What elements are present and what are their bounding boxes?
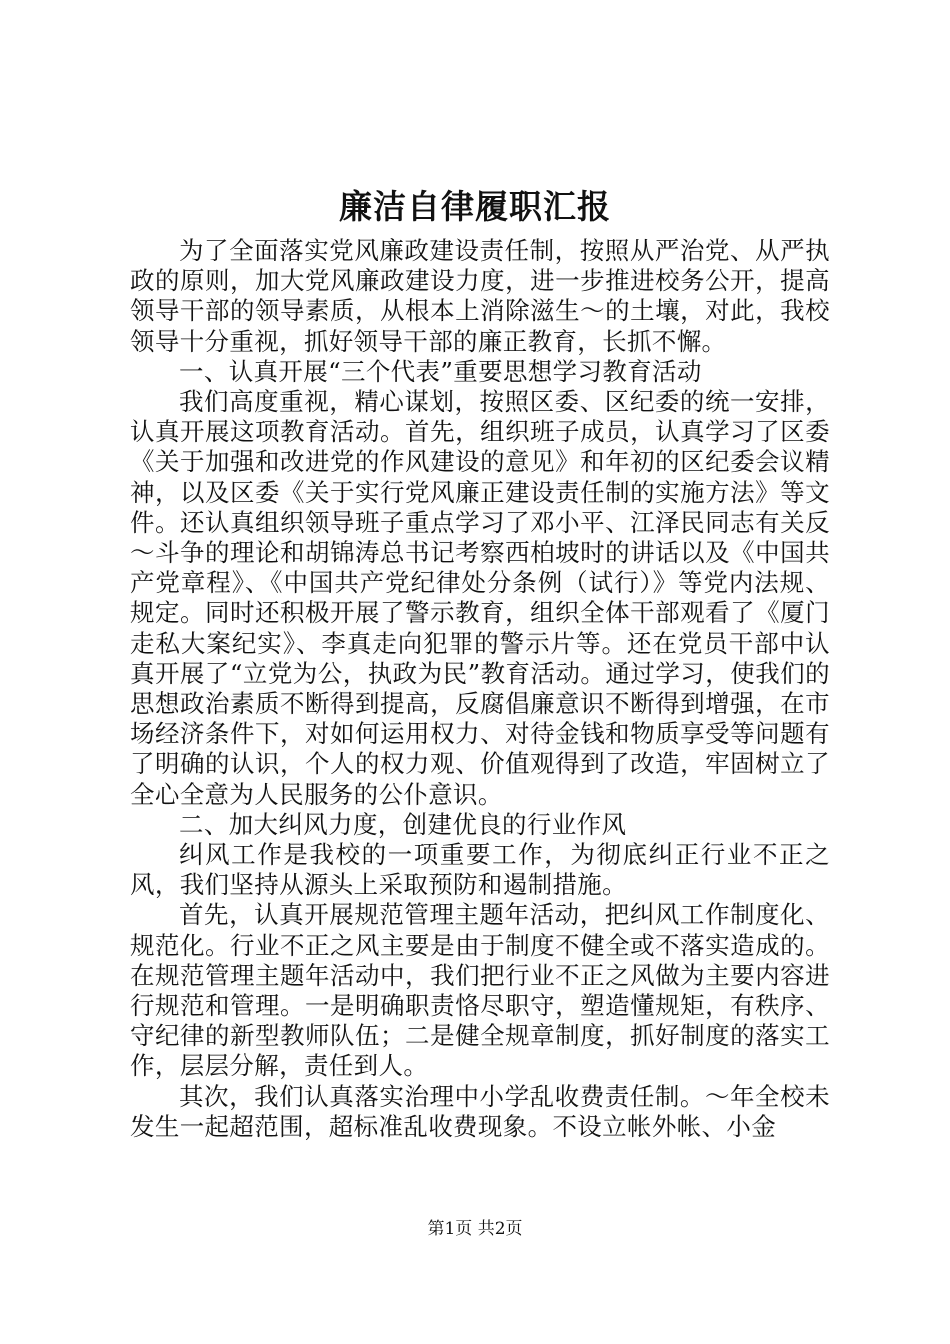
section-heading-1: 一、认真开展“三个代表”重要思想学习教育活动 [179,356,702,386]
page-footer: 第1页 共2页 [427,1219,523,1239]
paragraph-intro: 为了全面落实党风廉政建设责任制，按照从严治党、从严执政的原则，加大党风廉政建设力度，进一步推进校务公开，提高领导干部的领导素质，从根本上消除滋生～的土壤，对此，我校领导十分重视，抓好领导干部的廉正教育，长抓不懈。 [130,236,830,356]
paragraph-first: 首先，认真开展规范管理主题年活动，把纠风工作制度化、规范化。行业不正之风主要是由于制度不健全或不落实造成的。在规范管理主题年活动中，我们把行业不正之风做为主要内容进行规范和管理。一是明确职责恪尽职守，塑造懂规矩，有秩序、守纪律的新型教师队伍；二是健全规章制度，抓好制度的落实工作，层层分解，责任到人。 [130,900,830,1081]
document-body [130,236,830,1142]
document-title: 廉洁自律履职汇报 [339,187,611,226]
section-heading-2: 二、加大纠风力度，创建优良的行业作风 [179,809,627,839]
paragraph-correction: 纠风工作是我校的一项重要工作，为彻底纠正行业不正之风，我们坚持从源头上采取预防和遏制措施。 [130,840,830,900]
paragraph-study: 我们高度重视，精心谋划，按照区委、区纪委的统一安排，认真开展这项教育活动。首先，组织班子成员，认真学习了区委《关于加强和改进党的作风建设的意见》和年初的区纪委会议精神，以及区委《关于实行党风廉正建设责任制的实施方法》等文件。还认真组织领导班子重点学习了邓小平、江泽民同志有关反～斗争的理论和胡锦涛总书记考察西柏坡时的讲话以及《中国共产党章程》、《中国共产党纪律处分条例（试行）》等党内法规、规定。同时还积极开展了警示教育，组织全体干部观看了《厦门走私大案纪实》、李真走向犯罪的警示片等。还在党员干部中认真开展了“立党为公，执政为民”教育活动。通过学习，使我们的思想政治素质不断得到提高，反腐倡廉意识不断得到增强，在市场经济条件下，对如何运用权力、对待金钱和物质享受等问题有了明确的认识，个人的权力观、价值观得到了改造，牢固树立了全心全意为人民服务的公仆意识。 [130,387,830,809]
paragraph-second: 其次，我们认真落实治理中小学乱收费责任制。～年全校未发生一起超范围，超标准乱收费现象。不设立帐外帐、小金 [130,1081,830,1141]
